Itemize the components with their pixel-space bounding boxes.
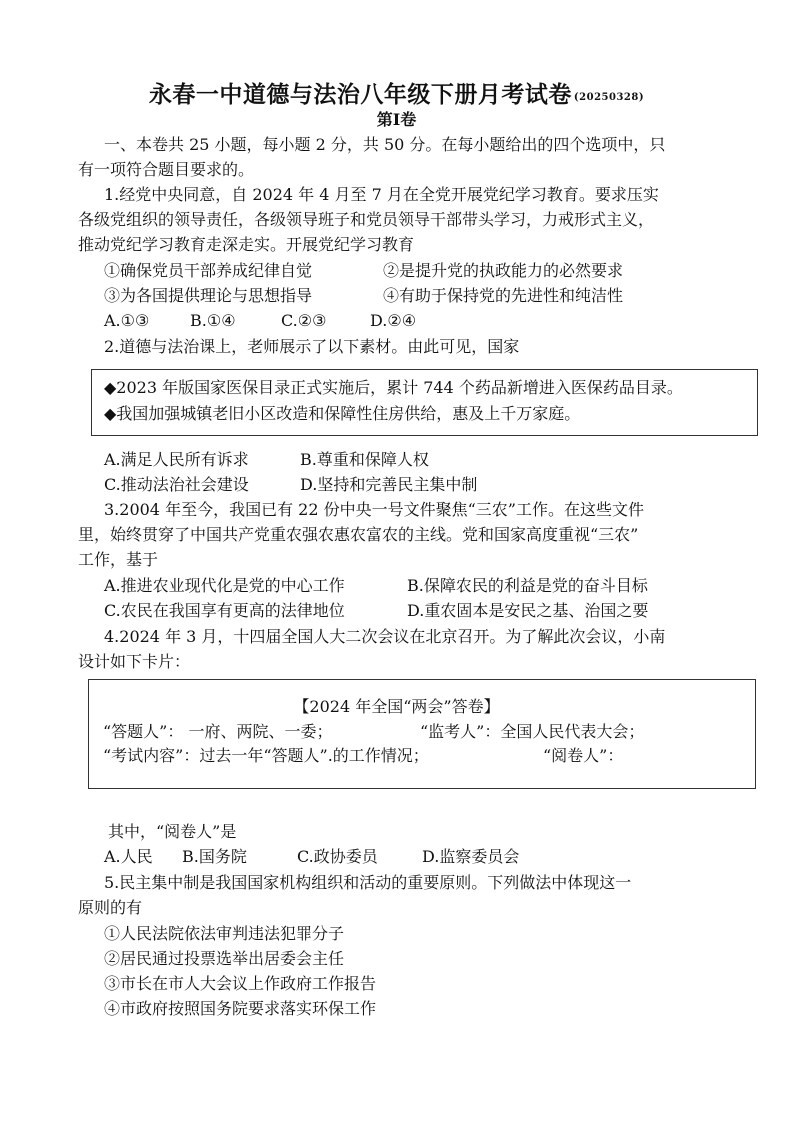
- q1-stem-line-1: 1.经党中央同意，自 2024 年 4 月至 7 月在全党开展党纪学习教育。要求压实: [104, 185, 659, 204]
- q4-question: 其中，“阅卷人”是: [108, 822, 237, 841]
- q5-item-4: ④市政府按照国务院要求落实环保工作: [104, 999, 377, 1018]
- exam-title: [0, 76, 793, 109]
- q5-item-1: ①人民法院依法审判违法犯罪分子: [104, 924, 345, 943]
- q2-material-1: ◆2023 年版国家医保目录正式实施后，累计 744 个药品新增进入医保药品目录。: [104, 378, 683, 397]
- q1-item-4: ④有助于保持党的先进性和纯洁性: [383, 286, 624, 305]
- q3-option-b[interactable]: B.保障农民的利益是党的奋斗目标: [407, 576, 648, 595]
- q3-option-c[interactable]: C.农民在我国享有更高的法律地位: [104, 601, 345, 620]
- q1-item-3: ③为各国提供理论与思想指导: [104, 286, 313, 305]
- q4-option-b[interactable]: B.国务院: [182, 847, 247, 866]
- q4-option-c[interactable]: C.政协委员: [297, 847, 378, 866]
- q4-card-line-1a: “答题人”： 一府、两院、一委；: [103, 722, 333, 741]
- exam-date-code: (20250328): [573, 92, 645, 103]
- q2-stem: 2.道德与法治课上，老师展示了以下素材。由此可见，国家: [104, 337, 520, 356]
- q2-material-2: ◆我国加强城镇老旧小区改造和保障性住房供给，惠及上千万家庭。: [104, 404, 581, 423]
- q2-option-d[interactable]: D.坚持和完善民主集中制: [300, 475, 478, 494]
- q1-item-1: ①确保党员干部养成纪律自觉: [104, 261, 313, 280]
- q1-option-a[interactable]: A.①③: [104, 311, 150, 330]
- q1-item-2: ②是提升党的执政能力的必然要求: [383, 261, 624, 280]
- q1-stem-line-3: 推动党纪学习教育走深走实。开展党纪学习教育: [78, 235, 415, 254]
- q3-stem-line-1: 3.2004 年至今，我国已有 22 份中央一号文件聚焦“三农”工作。在这些文件: [104, 500, 644, 519]
- q5-item-2: ②居民通过投票选举出居委会主任: [104, 949, 345, 968]
- q1-option-c[interactable]: C.②③: [281, 311, 327, 330]
- instructions-line-1: 一、本卷共 25 小题，每小题 2 分，共 50 分。在每小题给出的四个选项中，只: [104, 135, 666, 154]
- q4-card-line-2b: “阅卷人”：: [543, 746, 624, 765]
- q2-option-c[interactable]: C.推动法治社会建设: [104, 475, 249, 494]
- volume-label: 第Ⅰ卷: [376, 110, 417, 129]
- exam-title-text: 永春一中道德与法治八年级下册月考试卷: [148, 81, 572, 108]
- q4-card-title: 【2024 年全国“两会”答卷】: [293, 697, 500, 716]
- instructions-line-2: 有一项符合题目要求的。: [78, 160, 255, 179]
- q5-stem-line-1: 5.民主集中制是我国国家机构组织和活动的重要原则。下列做法中体现这一: [104, 873, 632, 892]
- q1-option-d[interactable]: D.②④: [370, 311, 417, 330]
- q1-stem-line-2: 各级党组织的领导责任，各级领导班子和党员领导干部带头学习，力戒形式主义，: [78, 210, 655, 229]
- q4-option-d[interactable]: D.监察委员会: [422, 847, 520, 866]
- q1-option-b[interactable]: B.①④: [190, 311, 236, 330]
- q3-option-a[interactable]: A.推进农业现代化是党的中心工作: [104, 576, 345, 595]
- q4-card-line-1b: “监考人”：全国人民代表大会；: [420, 722, 645, 741]
- q2-option-b[interactable]: B.尊重和保障人权: [300, 450, 429, 469]
- q4-stem-line-1: 4.2024 年 3 月，十四届全国人大二次会议在北京召开。为了解此次会议，小南: [104, 627, 666, 646]
- q5-item-3: ③市长在市人大会议上作政府工作报告: [104, 974, 377, 993]
- q5-stem-line-2: 原则的有: [78, 898, 143, 917]
- q4-option-a[interactable]: A.人民: [104, 847, 153, 866]
- q3-stem-line-2: 里，始终贯穿了中国共产党重农强农惠农富农的主线。党和国家高度重视“三农”: [78, 525, 639, 544]
- q3-option-d[interactable]: D.重农固本是安民之基、治国之要: [407, 601, 649, 620]
- q4-card-line-2a: “考试内容”：过去一年“答题人”.的工作情况；: [103, 746, 429, 765]
- q2-option-a[interactable]: A.满足人民所有诉求: [104, 450, 249, 469]
- q3-stem-line-3: 工作，基于: [78, 550, 159, 569]
- q4-stem-line-2: 设计如下卡片：: [78, 652, 191, 671]
